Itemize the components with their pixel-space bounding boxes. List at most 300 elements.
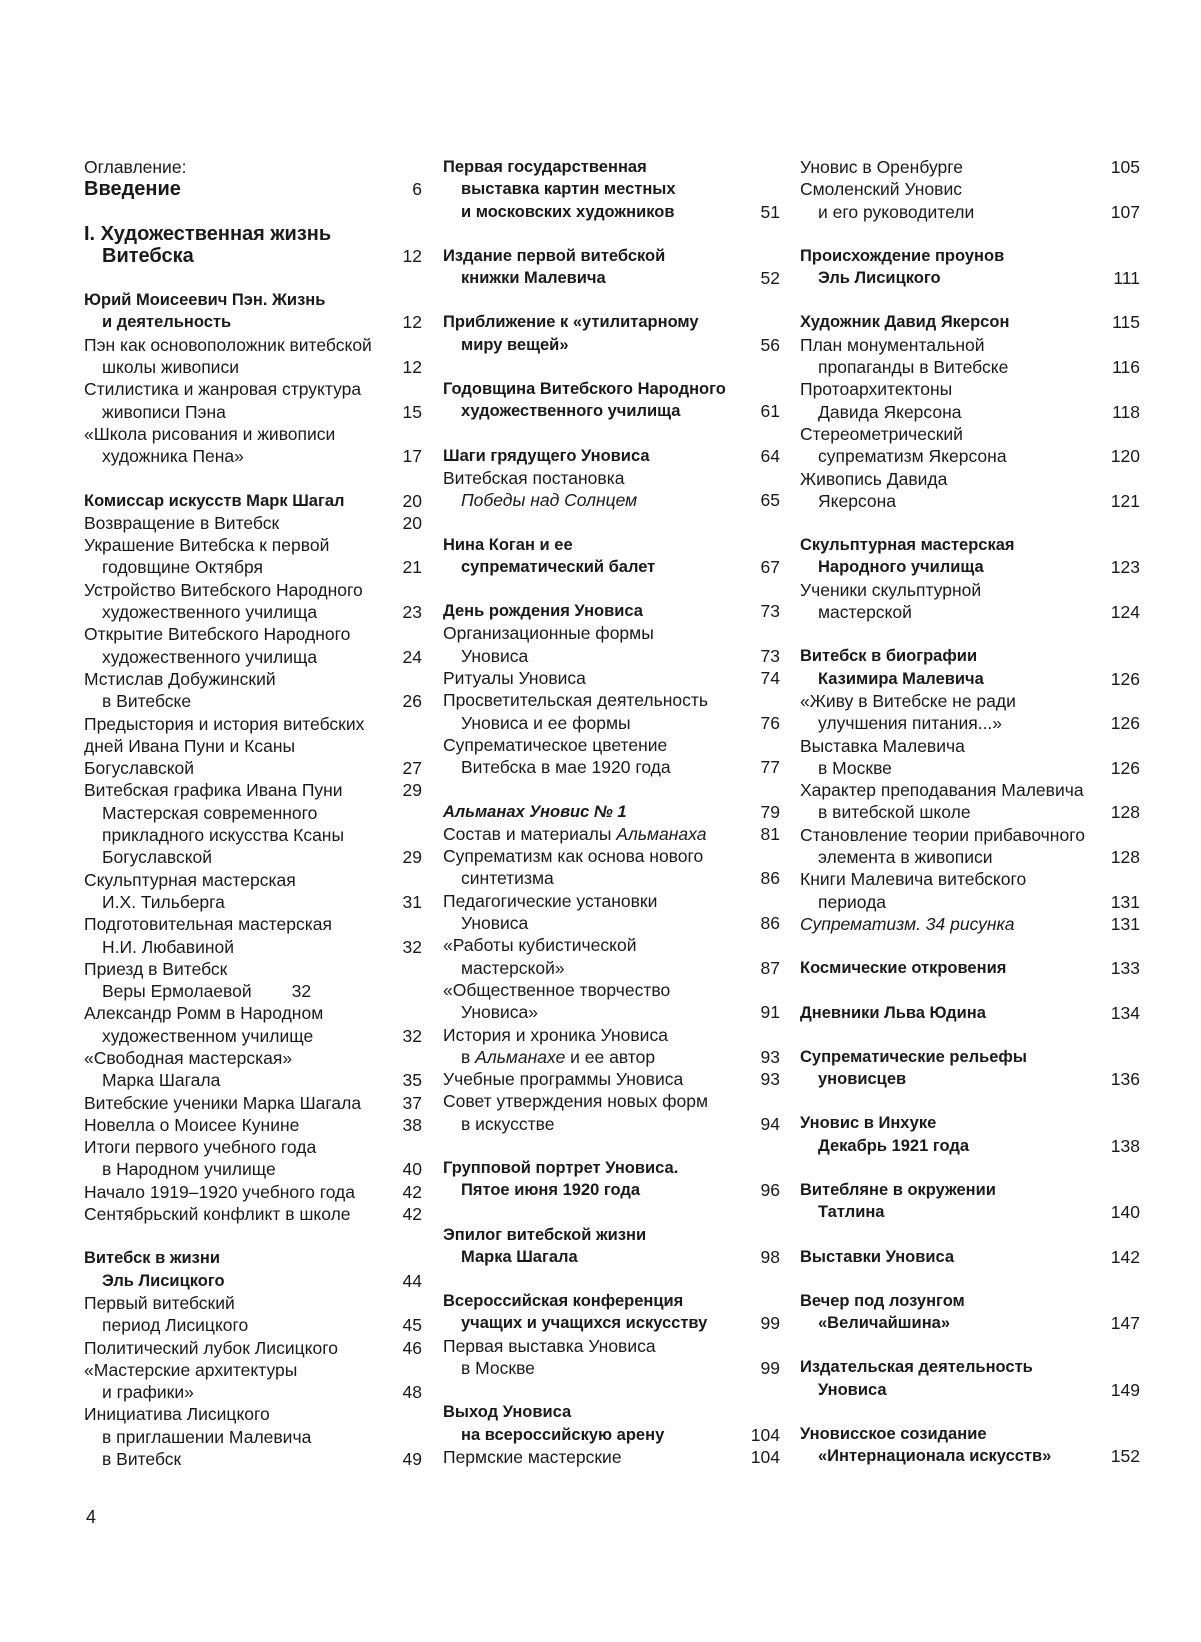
toc-entry (443, 378, 780, 423)
toc-entry (443, 1335, 780, 1380)
toc-entry (84, 869, 422, 914)
toc-entry-line: Устройство Витебского Народного (84, 579, 363, 600)
toc-entry-line: Татлина (818, 1203, 885, 1222)
toc-entry (443, 1157, 780, 1202)
toc-entry (800, 824, 1140, 869)
toc-page-number: 65 (760, 490, 780, 511)
toc-entry (84, 512, 422, 534)
toc-entry-line: в Москве (461, 1358, 535, 1379)
toc-entry (800, 1246, 1140, 1268)
toc-page-number: 26 (402, 691, 422, 712)
toc-page-number: 104 (750, 1424, 780, 1445)
toc-page-number: 56 (760, 334, 780, 355)
toc-page-number: 134 (1110, 1002, 1140, 1023)
toc-entry-line: Супрематические рельефы (800, 1047, 1027, 1066)
toc-entry-line: Издание первой витебской (443, 246, 666, 265)
toc-entry-line: Первая выставка Уновиса (443, 1335, 656, 1356)
toc-entry (84, 713, 422, 780)
toc-entry (443, 1446, 780, 1468)
toc-entry-line: Уновисское созидание (800, 1425, 987, 1444)
toc-entry-line: Живопись Давида (800, 468, 948, 489)
toc-entry-line: Украшение Витебска к первой (84, 535, 330, 556)
toc-page-number: 12 (402, 357, 422, 378)
toc-entry-line: Совет утверждения новых форм (443, 1091, 709, 1112)
toc-entry-line: Витебские ученики Марка Шагала (84, 1092, 362, 1113)
toc-page-number: 124 (1110, 602, 1140, 623)
toc-page-number: 149 (1110, 1379, 1140, 1400)
toc-page-number: 77 (760, 757, 780, 778)
toc-entry (443, 689, 780, 734)
toc-entry-line: «Школа рисования и живописи (84, 423, 336, 444)
toc-entry (443, 622, 780, 667)
toc-entry-line: и московских художников (461, 202, 675, 221)
toc-entry-line: пропаганды в Витебске (818, 357, 1009, 378)
toc-entry-line: в Народном училище (102, 1159, 276, 1180)
toc-entry (84, 1114, 422, 1136)
toc-entry (800, 645, 1140, 690)
toc-entry-line: Издательская деятельность (800, 1358, 1033, 1377)
toc-entry-line: Витебская постановка (443, 467, 625, 488)
toc-page-number: 37 (402, 1092, 422, 1113)
toc-entry-line: «Работы кубистической (443, 935, 637, 956)
toc-entry-line: художественного училища (461, 402, 681, 421)
toc-entry-line: Витебска (102, 244, 194, 267)
toc-entry-line: Уновиса (818, 1380, 887, 1399)
toc-entry-line: Всероссийская конференция (443, 1292, 684, 1311)
toc-entry (443, 445, 780, 467)
toc-entry-line: в искусстве (461, 1113, 555, 1134)
toc-entry (800, 423, 1140, 468)
toc-entry-line: в Москве (818, 757, 892, 778)
toc-entry-line: Эпилог витебской жизни (443, 1225, 647, 1244)
toc-entry-line: Давида Якерсона (818, 401, 962, 422)
toc-entry-line: художественного училища (102, 646, 318, 667)
toc-entry-line: Народного училища (818, 558, 984, 577)
toc-entry-line: Первая государственная (443, 158, 647, 176)
toc-entry-line: выставка картин местных (461, 180, 676, 199)
toc-entry (443, 1401, 780, 1446)
toc-entry-line: Стилистика и жанровая структура (84, 379, 362, 400)
toc-entry (443, 801, 780, 823)
toc-page-number: 31 (402, 891, 422, 912)
toc-entry-line: Скульптурная мастерская (84, 869, 296, 890)
toc-entry-line: Пэн как основоположник витебской (84, 334, 372, 355)
toc-entry (800, 913, 1140, 935)
toc-entry (800, 1112, 1140, 1157)
toc-entry-line: Уновиса (461, 645, 529, 666)
toc-entry-line: Состав и материалы Альманаха (443, 823, 707, 844)
toc-entry (800, 156, 1140, 178)
toc-entry (443, 845, 780, 890)
toc-entry-line: Открытие Витебского Народного (84, 624, 351, 645)
toc-entry (443, 823, 780, 845)
toc-entry (84, 1247, 422, 1292)
toc-entry-line: Итоги первого учебного года (84, 1137, 317, 1158)
toc-entry-line: художественном училище (102, 1025, 314, 1046)
toc-entry (800, 868, 1140, 913)
toc-entry (84, 1002, 422, 1047)
toc-entry-line: Ритуалы Уновиса (443, 668, 586, 689)
toc-page-number: 32 (402, 936, 422, 957)
toc-page-number: 32 (402, 1025, 422, 1046)
toc-entry (84, 1203, 422, 1225)
toc-entry-line: Начало 1919–1920 учебного года (84, 1181, 356, 1202)
toc-entry-line: Пермские мастерские (443, 1446, 622, 1467)
toc-entry-line: «Мастерские архитектуры (84, 1359, 298, 1380)
toc-entry-line: Уновис в Инхуке (800, 1114, 937, 1133)
toc-page-number: 64 (760, 445, 780, 466)
toc-entry (443, 667, 780, 689)
toc-entry-line: Протоархитектоны (800, 379, 953, 400)
toc-page-number: 104 (750, 1446, 780, 1467)
toc-entry-line: художественного училища (102, 602, 318, 623)
toc-entry (443, 600, 780, 622)
toc-page-number: 40 (402, 1159, 422, 1180)
toc-page-number: 118 (1112, 401, 1140, 422)
toc-entry-line: периода (818, 891, 887, 912)
toc-entry-line: супрематический балет (461, 557, 656, 576)
toc-entry (443, 156, 780, 223)
toc-entry (84, 378, 422, 423)
toc-page-number: 17 (402, 446, 422, 467)
toc-entry (443, 534, 780, 579)
toc-entry-line: Выставки Уновиса (800, 1247, 955, 1266)
toc-entry-line: Шаги грядущего Уновиса (443, 446, 650, 465)
toc-page-number: 51 (760, 201, 780, 222)
toc-entry (800, 1179, 1140, 1224)
toc-page-number: 38 (402, 1114, 422, 1135)
toc-page-number: 120 (1110, 446, 1140, 467)
toc-entry-line: Предыстория и история витебских (84, 713, 365, 734)
toc-entry (800, 579, 1140, 624)
toc-entry (800, 178, 1140, 223)
toc-page-number: 140 (1110, 1202, 1140, 1223)
toc-entry-line: Приближение к «утилитарному (443, 313, 699, 332)
toc-page-number: 86 (760, 868, 780, 889)
toc-entry-line: мастерской» (461, 957, 565, 978)
toc-entry-line: Якерсона (818, 490, 897, 511)
toc-page-number: 21 (402, 557, 422, 578)
toc-column-1 (84, 156, 422, 1470)
toc-page-number: 29 (402, 847, 422, 868)
toc-entry (800, 735, 1140, 780)
toc-entry-line: Выставка Малевича (800, 735, 965, 756)
toc-page-number: 44 (402, 1270, 422, 1291)
toc-entry-line: «Свободная мастерская» (84, 1047, 293, 1068)
toc-entry-line: в приглашении Малевича (102, 1426, 312, 1447)
toc-page-number: 99 (760, 1358, 780, 1379)
toc-entry-line: Уновиса (461, 913, 529, 934)
toc-entry-line: Учебные программы Уновиса (443, 1069, 684, 1090)
toc-entry (800, 245, 1140, 290)
toc-entry-line: Книги Малевича витебского (800, 869, 1027, 890)
toc-entry-line: художника Пена» (102, 446, 244, 467)
toc-entry-line: Происхождение проунов (800, 246, 1005, 265)
toc-page-number: 98 (760, 1246, 780, 1267)
toc-entry-line: в Витебске (102, 691, 192, 712)
toc-page-number: 96 (760, 1180, 780, 1201)
toc-entry-line: История и хроника Уновиса (443, 1024, 668, 1045)
toc-page-number: 138 (1110, 1135, 1140, 1156)
toc-entry-line: Ученики скульптурной (800, 579, 982, 600)
toc-entry-line: Педагогические установки (443, 890, 658, 911)
toc-entry-line: Мстислав Добужинский (84, 668, 276, 689)
toc-page-number: 126 (1110, 668, 1140, 689)
toc-page-number: 6 (412, 179, 422, 200)
toc-page-number: 111 (1113, 268, 1140, 289)
toc-entry-line: Супрематическое цветение (443, 734, 668, 755)
toc-entry (84, 289, 422, 334)
toc-entry-line: Введение (84, 178, 181, 201)
toc-entry-line: синтетизма (461, 868, 554, 889)
toc-page-number: 152 (1110, 1446, 1140, 1467)
toc-entry (443, 1090, 780, 1135)
toc-entry (443, 467, 780, 512)
toc-entry (800, 690, 1140, 735)
toc-entry (800, 1290, 1140, 1335)
toc-entry (800, 1423, 1140, 1468)
toc-entry-line: План монументальной (800, 334, 985, 355)
toc-entry-line: элемента в живописи (818, 847, 993, 868)
toc-entry-line: период Лисицкого (102, 1315, 249, 1336)
toc-entry (84, 534, 422, 579)
toc-entry-line: в Альманахе и ее автор (461, 1046, 656, 1067)
toc-page-number: 73 (760, 645, 780, 666)
toc-entry (84, 490, 422, 512)
toc-entry (84, 178, 422, 200)
toc-entry-line: Политический лубок Лисицкого (84, 1337, 338, 1358)
toc-entry (443, 1068, 780, 1090)
toc-entry-line: Характер преподавания Малевича (800, 780, 1084, 801)
toc-entry (84, 1092, 422, 1114)
toc-entry-line: Марка Шагала (102, 1070, 221, 1091)
toc-entry (800, 779, 1140, 824)
toc-page-number: 46 (402, 1337, 422, 1358)
toc-entry-line: Инициатива Лисицкого (84, 1404, 270, 1425)
toc-entry-line: Организационные формы (443, 623, 654, 644)
toc-page-number: 131 (1110, 913, 1140, 934)
toc-entry-line: мастерской (818, 602, 912, 623)
toc-entry-line: дней Ивана Пуни и Ксаны (84, 735, 296, 756)
toc-page-number: 52 (760, 268, 780, 289)
toc-entry-line: живописи Пэна (102, 401, 226, 422)
toc-page-number: 126 (1110, 713, 1140, 734)
toc-page-number: 12 (402, 312, 422, 333)
toc-page-number: 76 (760, 712, 780, 733)
toc-entry (84, 1181, 422, 1203)
toc-page-number: 12 (402, 245, 422, 266)
toc-entry-line: Сентябрьский конфликт в школе (84, 1204, 351, 1225)
toc-entry-line: «Живу в Витебске не ради (800, 690, 1016, 711)
toc-page-number: 24 (402, 646, 422, 667)
toc-entry-line: Эль Лисицкого (818, 269, 941, 288)
toc-page-number: 116 (1112, 357, 1140, 378)
toc-entry (84, 579, 422, 624)
toc-entry-line: Витебск в биографии (800, 647, 978, 666)
toc-page-number: 61 (760, 401, 780, 422)
toc-page-number: 81 (760, 823, 780, 844)
toc-page-number: 147 (1110, 1313, 1140, 1334)
toc-entry-line: прикладного искусства Ксаны (102, 825, 345, 846)
toc-page-number: 93 (760, 1069, 780, 1090)
toc-entry-line: Супрематизм как основа нового (443, 846, 704, 867)
toc-entry-line: «Величайшина» (818, 1314, 951, 1333)
toc-entry (84, 334, 422, 379)
toc-column-3 (800, 156, 1140, 1468)
toc-entry (800, 534, 1140, 579)
toc-entry (800, 334, 1140, 379)
toc-entry-line: Космические откровения (800, 959, 1007, 978)
toc-entry-line: Новелла о Моисее Кунине (84, 1114, 300, 1135)
page-number: 4 (86, 1507, 97, 1527)
toc-entry (84, 1403, 422, 1470)
toc-entry-line: Первый витебский (84, 1292, 235, 1313)
toc-entry-line: Супрематизм. 34 рисунка (800, 913, 1015, 934)
toc-entry-line: Годовщина Витебского Народного (443, 380, 726, 399)
toc-entry-line: супрематизм Якерсона (818, 446, 1007, 467)
toc-entry (443, 934, 780, 979)
toc-entry-line: Витебская графика Ивана Пуни (84, 780, 343, 801)
toc-entry (800, 1002, 1140, 1024)
toc-page-number: 49 (402, 1449, 422, 1470)
toc-entry-line: Скульптурная мастерская (800, 536, 1015, 555)
toc-page-number: 42 (402, 1181, 422, 1202)
toc-entry-line: Эль Лисицкого (102, 1271, 225, 1290)
toc-entry-line: Богуславской (102, 847, 213, 868)
toc-page-number: 74 (760, 668, 780, 689)
toc-entry-line: в витебской школе (818, 802, 971, 823)
toc-entry-line: и графики» (102, 1382, 194, 1403)
toc-entry (800, 311, 1140, 333)
toc-entry-line: школы живописи (102, 357, 239, 378)
toc-page-number: 126 (1110, 757, 1140, 778)
toc-entry-line: Альманах Уновис № 1 (443, 802, 627, 821)
toc-entry (84, 1337, 422, 1359)
toc-page-number: 91 (760, 1002, 780, 1023)
toc-entry-line: «Интернационала искусств» (818, 1447, 1052, 1466)
toc-entry-line: I. Художественная жизнь (84, 222, 332, 245)
toc-page-number: 128 (1110, 802, 1140, 823)
toc-entry (800, 1046, 1140, 1091)
toc-page-number: 136 (1110, 1069, 1140, 1090)
toc-entry (84, 1136, 422, 1181)
toc-column-2 (443, 156, 780, 1468)
toc-entry-line: годовщине Октября (102, 557, 264, 578)
toc-page-number: 45 (402, 1315, 422, 1336)
toc-entry (800, 378, 1140, 423)
toc-page-number: 67 (760, 556, 780, 577)
toc-entry (443, 890, 780, 935)
toc-entry-line: в Витебск (102, 1449, 182, 1470)
toc-entry (443, 245, 780, 290)
toc-entry (800, 1356, 1140, 1401)
toc-entry-line: Просветительская деятельность (443, 690, 708, 711)
toc-entry-line: Юрий Моисеевич Пэн. Жизнь (84, 291, 326, 310)
toc-page-number: 48 (402, 1382, 422, 1403)
toc-entry (84, 423, 422, 468)
toc-entry-line: Н.И. Любавиной (102, 936, 235, 957)
toc-page-number: 20 (402, 512, 422, 533)
toc-entry-line: Уновиса» (461, 1002, 539, 1023)
toc-page-number: 27 (402, 758, 422, 779)
toc-page-number: 79 (760, 801, 780, 822)
toc-page-number: 42 (402, 1204, 422, 1225)
toc-entry-line: Витебляне в окружении (800, 1180, 996, 1199)
toc-entry (800, 957, 1140, 979)
toc-page-number: 93 (760, 1046, 780, 1067)
toc-entry-line: Александр Ромм в Народном (84, 1003, 324, 1024)
toc-entry-line: Мастерская современного (102, 802, 318, 823)
toc-entry-line: Нина Коган и ее (443, 535, 573, 554)
toc-entry-line: и его руководители (818, 201, 975, 222)
toc-page-number: 20 (402, 490, 422, 511)
toc-entry (84, 958, 422, 1003)
toc-entry (84, 623, 422, 668)
toc-entry-line: на всероссийскую арену (461, 1425, 665, 1444)
toc-page-number: 107 (1110, 201, 1140, 222)
toc-entry-line: Уновис в Оренбурге (800, 157, 963, 177)
toc-page-number: 121 (1110, 490, 1140, 511)
toc-page-number: 29 (402, 780, 422, 801)
toc-page-number: 142 (1110, 1246, 1140, 1267)
toc-entry-line: Стереометрический (800, 423, 963, 444)
toc-entry-line: Богуславской (84, 758, 195, 779)
toc-page-number: 133 (1110, 958, 1140, 979)
toc-entry (443, 311, 780, 356)
toc-entry-line: Приезд в Витебск (84, 958, 228, 979)
toc-entry-line: учащих и учащихся искусству (461, 1314, 708, 1333)
toc-entry-line: Казимира Малевича (818, 669, 984, 688)
toc-entry-line: Победы над Солнцем (461, 490, 638, 511)
toc-entry-line: Уновиса и ее формы (461, 712, 631, 733)
toc-entry (84, 1292, 422, 1337)
toc-entry-line: «Общественное творчество (443, 979, 671, 1000)
toc-page-number: 73 (760, 601, 780, 622)
toc-entry-line: Становление теории прибавочного (800, 824, 1085, 845)
toc-entry-line: миру вещей» (461, 335, 569, 354)
toc-entry (84, 802, 422, 869)
toc-page-number: 35 (402, 1070, 422, 1091)
toc-entry-line: Витебска в мае 1920 года (461, 757, 671, 778)
toc-entry (84, 668, 422, 713)
toc-entry-line: улучшения питания...» (818, 713, 1003, 734)
toc-entry-line: Декабрь 1921 года (818, 1136, 970, 1155)
toc-entry-line: Групповой портрет Уновиса. (443, 1158, 679, 1177)
toc-page-number: 105 (1110, 157, 1140, 177)
toc-entry (443, 1024, 780, 1069)
toc-page-number: 115 (1112, 312, 1140, 333)
toc-entry (84, 913, 422, 958)
toc-entry-line: Возвращение в Витебск (84, 512, 280, 533)
toc-page-number: 94 (760, 1113, 780, 1134)
toc-title: Оглавление: (84, 157, 187, 177)
toc-entry (443, 1224, 780, 1269)
toc-page-number: 32 (291, 981, 312, 1002)
toc-entry (84, 1359, 422, 1404)
toc-entry-line: Дневники Льва Юдина (800, 1003, 986, 1022)
toc-page-number: 99 (760, 1313, 780, 1334)
toc-entry (84, 223, 422, 268)
toc-entry-line: Марка Шагала (461, 1247, 578, 1266)
toc-entry-line: И.Х. Тильберга (102, 891, 225, 912)
toc-page-number: 123 (1110, 557, 1140, 578)
toc-entry (443, 1290, 780, 1335)
toc-entry-line: уновисцев (818, 1070, 907, 1089)
toc-entry (800, 468, 1140, 513)
toc-entry-line: Вечер под лозунгом (800, 1291, 965, 1310)
toc-entry-line: книжки Малевича (461, 269, 606, 288)
toc-entry-line: и деятельность (102, 313, 232, 332)
